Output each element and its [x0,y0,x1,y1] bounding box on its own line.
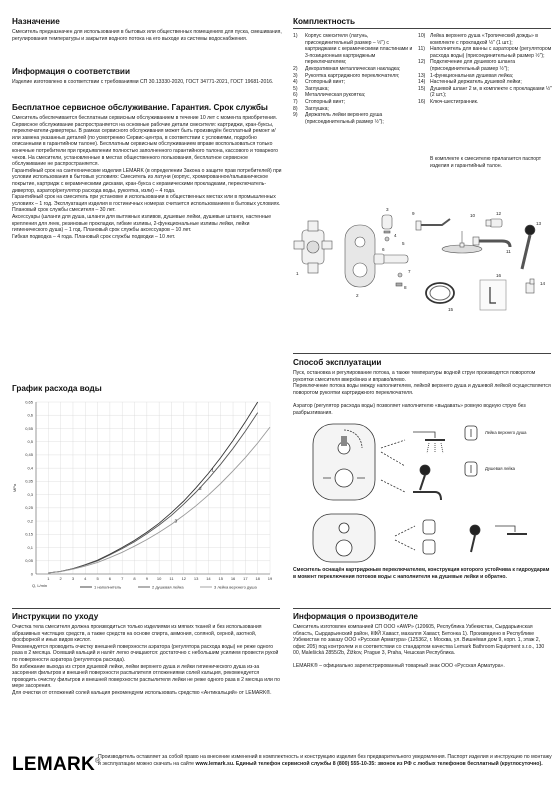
x-tick-label: 2 [59,576,62,581]
operation-paragraph: Пуск, остановка и регулирование потока, а также температуры водной струи производятся поворотом рукоятки смесителя вверх/вниз и вправо/влево. [293,370,536,383]
registered-mark-icon: ® [95,757,101,765]
footer-text-part2: . Единый телефон сервисной службы 8 (800) 555-10-35: звонок из РФ с любых телефонов бесплатный (круглосуточно). [233,761,543,767]
component-text: Держатель лейки верхнего душа (присоединительный размер ½"); [305,112,384,125]
y-tick-label: 0 [30,571,33,577]
part-number-label: 9 [412,211,415,216]
flow-chart [10,396,285,596]
component-text: Стопорный винт; [305,98,346,105]
part-number-label: 5 [402,241,405,246]
component-number: 10) [418,33,426,39]
footer-text-part1: Производитель оставляет за собой право на внесение изменений в комплектность и конструкцию изделия без предварительного уведомления. Паспорт изделия и инструкцию по монтажу и эксплуатации можно скачать на сайте [98,754,552,767]
component-text: Заглушка; [305,105,329,112]
component-number: 4) [293,79,298,86]
part-number-label: 15 [448,307,454,312]
operation-note: Смеситель оснащён картриджным переключателем, конструкция которого устойчива к гидроударам в момент переключения потоков воды с наполнителя на душевые лейки и обратно. [293,567,550,580]
decorative-plate-part [345,225,375,287]
conformity-section [12,67,282,86]
x-tick-label: 4 [84,576,87,581]
bath-spout-part [473,237,510,247]
hand-shower-label: Душевая лейка [485,466,516,471]
part-number-label: 12 [496,211,502,216]
flow-chart-section [12,384,282,394]
y-tick-label: 0,55 [25,425,33,431]
part-number-label: 2 [356,293,359,298]
hose-connector-part [486,219,502,227]
brand-logo [12,752,101,778]
mixer-panel-bottom [313,514,375,562]
component-item [293,66,415,73]
legend-label: 1 наполнитель [94,584,122,590]
bottom-mode-icons [423,520,527,554]
operation-title: Способ эксплуатации [293,358,382,367]
component-item [293,99,415,106]
y-tick-label: 0,4 [27,465,33,471]
series-number-label: 2 [199,485,202,491]
component-number: 11) [418,46,425,53]
component-text: Корпус смесителя (латунь, присоединительный размер – ½") с картриджами с керамическими пластинами и 3-позиционным картриджным переключателем; [305,33,413,66]
warranty-paragraph: Гарантийный срок на сантехнические изделия LEMARK (в определении Закона о защите прав потребителей) при условии использования в бытовых условиях: Смеситель из латуни (корпус, хромированное/гальваническое покрытие, картридж с керамическими дисками, кран-букса с керамическими прокладками, переключатель-дивертор, аэратор/регулятор расхода воды, рукоятка, изли) – 4 года. [12,167,282,194]
component-text: Подключение для душевого шланга (присоединительный размер ½"); [430,59,516,72]
shower-hose-part [426,283,454,303]
top-shower-mode-icon [465,426,477,440]
warranty-paragraph: Смеситель обеспечивается бесплатным сервисным обслуживанием в течение 10 лет с момента приобретения. Сервисное обслуживание распространяется на основные рабочие детали смесителя: картриджи, кран-буксы, переключатели-дивертеры. В рамках сервисного обслуживания может быть произведён бесплатный ремонт и/или замена указанных деталей (по усмотрению Сервис-центра, в соответствии с условиями, подробно описанными в гарантийном талоне). Бесплатным сервисным обслуживанием вправе воспользоваться только конечные потребители при предъявлении полностью заполненного гарантийного талона, кассового и товарного чеков. На смесители, установленные в местах общественного пользования, бесплатное сервисное обслуживание не распространяется. [12,115,278,168]
component-number: 14) [418,79,426,86]
legend-label: 2 душевая лейка [152,584,184,590]
part-number-label: 10 [470,213,476,218]
components-list-left [293,33,415,125]
part-number-label: 13 [536,221,542,226]
care-section [12,612,282,697]
lever-handle-part [374,254,408,286]
component-item [418,33,553,46]
part-number-label: 14 [540,281,546,286]
x-tick-label: 19 [267,576,273,581]
care-paragraph: Во избежание выхода из строя душевой лейки, лейки верхнего душа и лейки гигиенического душа из-за засорения фильтров и внешней поверхности распылителя отложениями солей кальция, рекомендуется проводить очистку фильтров и внешней поверхности распылителя лейки не реже одного раза в 2 месяца или по мере засорения. [12,663,280,690]
component-text: Заглушка; [305,85,329,92]
y-tick-label: 0,45 [25,452,33,458]
components-divider [293,28,551,29]
y-tick-label: 0,1 [27,544,33,550]
component-text: Душевой шланг 2 м, в комплекте с прокладками ½" (2 шт.); [430,85,552,99]
component-number: 5) [293,85,298,92]
series-line-1 [48,402,257,573]
warranty-paragraph: Гарантийный срок на смеситель при установке и использовании в общественных местах или в промышленных условиях – 1 год. Эксплуатация изделия в гостиничных номерах считается использованием в бытовых условиях. [12,194,281,207]
component-number: 8) [293,105,298,112]
x-tick-label: 5 [96,576,99,581]
purpose-text: Смеситель предназначен для использования в бытовых или общественных помещениях для пуска, смешивания, регулирования температуры и закрытия водного потока на его выходе из системы водоснабжения. [12,29,282,42]
care-paragraph: Для очистки от отложений солей кальция рекомендуем использовать средство «Антикальций» от LEMARK®. [12,689,272,696]
components-section [293,17,551,29]
switch-handle-part [382,215,392,241]
x-axis-label: Q, L/min [32,583,48,588]
component-item [418,59,553,72]
component-number: 6) [293,92,298,99]
component-text: Ключ-шестигранник. [430,98,479,105]
component-text: Рукоятка картриджного переключателя; [305,72,400,79]
operation-diagram [295,420,553,565]
y-tick-label: 0,65 [25,399,33,405]
flow-chart-title: График расхода воды [12,384,102,393]
care-paragraph: Очистка тела смесителя должна производиться только изделиями из мягких тканей и без использования абразивных чистящих средств, а также средств на основе спирта, аммония, соляной, серной, азотной, фосфорной и иных видов кислот. [12,624,262,644]
part-number-label: 7 [408,269,411,274]
component-number: 9) [293,112,298,119]
component-text: Наполнитель для ванны с аэратором (регулятором расхода воды) (присоединительный размер ½"); [430,46,552,59]
component-item [418,79,553,86]
part-number-label: 6 [382,247,385,252]
manufacturer-title: Информация о производителе [293,612,418,621]
component-number: 15) [418,85,426,92]
shower-arm-part [416,219,450,230]
part-number-label: 11 [506,249,511,254]
y-tick-label: 0,2 [27,518,33,524]
part-number-label: 16 [496,273,502,278]
component-text: Лейка верхнего душа «Тропический дождь» в комплекте с прокладкой ½" (1 шт.); [430,33,538,46]
footer-text [98,754,553,768]
part-number-label: 8 [404,285,407,290]
x-tick-label: 16 [230,576,236,581]
operation-section [293,358,551,417]
components-note: В комплекте к смесителю прилагается паспорт изделия и гарантийный талон. [430,156,542,169]
y-tick-label: 0,35 [25,478,33,484]
component-text: 1-функциональная душевая лейка; [430,72,514,79]
component-text: Декоративная металлическая накладка; [305,65,401,72]
x-tick-label: 8 [133,576,136,581]
component-number: 12) [418,59,426,66]
warranty-paragraph: Аксессуары (шланги для душа, шланги для вытяжных изливов, душевые лейки, душевые штанги, настенные крепления для леек, резиновые прокладки, гибкие изливы, 2-функциональные изливы лейки, лейки гигиенического душа) – 1 год. Плановый срок службы аксессуаров – 10 лет. [12,213,272,234]
component-item [418,86,553,99]
x-tick-label: 6 [108,576,112,581]
components-list-right [418,33,553,106]
y-tick-label: 0,15 [25,531,33,537]
x-tick-label: 18 [255,576,260,581]
y-tick-label: 0,25 [25,505,33,511]
x-tick-label: 15 [218,576,223,581]
series-number-label: 1 [211,467,214,473]
manufacturer-section [293,612,551,670]
x-tick-label: 10 [156,576,162,581]
component-number: 16) [418,98,426,105]
y-axis-label: MPa [12,483,17,493]
part-number-label: 4 [394,233,397,238]
logo-text: LEMARK [12,754,96,775]
manufacturer-trademark: LEMARK® – официально зарегистрированный товарный знак ООО «Русская Арматура». [293,662,505,669]
care-paragraph: Рекомендуется проводить очистку внешней поверхности аэратора (регулятора расхода воды) не реже одного раза в 2 месяца. Осевший кальций и налёт легко очищаются: достаточно с небольшим усилием провести рукой по поверхности аэратора (регулятора расхода). [12,643,279,663]
arrows-icon [381,440,405,492]
operation-divider [293,353,551,354]
warranty-title: Бесплатное сервисное обслуживание. Гарантия. Срок службы [12,103,268,112]
mixer-panel-top [313,424,375,500]
warranty-paragraph: Плановый срок службы смесителя – 30 лет. [12,207,116,214]
mixer-body-part [294,221,332,273]
x-tick-label: 7 [121,576,124,581]
x-tick-label: 13 [193,576,199,581]
component-text: Настенный держатель душевой лейки; [430,79,522,86]
y-tick-label: 0,6 [27,412,33,418]
component-number: 1) [293,33,298,39]
hand-shower-mode-icon [465,462,477,476]
component-item [293,92,415,99]
x-tick-label: 9 [145,576,148,581]
bath-spout-icon [413,492,441,500]
y-tick-label: 0,05 [25,558,33,564]
hand-shower-holder-part [526,279,534,293]
component-item [293,112,415,125]
hand-shower-part [522,225,535,269]
warranty-section [12,103,282,240]
operation-paragraph: Переключение потока воды между наполнителем, лейкой верхнего душа и душевой лейкой осуществляется поворотом рукоятки картриджного переключателя. [293,383,551,396]
component-number: 13) [418,72,426,79]
manufacturer-divider [293,608,551,609]
x-tick-label: 14 [206,576,211,581]
component-item [418,46,553,59]
footer-site-link[interactable]: www.lemark.su [195,761,234,767]
component-number: 2) [293,65,298,72]
component-number: 7) [293,98,298,105]
part-number-label: 3 [386,207,389,212]
purpose-title: Назначение [12,17,60,26]
parts-diagram [290,185,555,345]
components-title: Комплектность [293,17,356,26]
purpose-section [12,17,282,42]
component-item [293,86,415,93]
legend-label: 3 лейка верхнего душа [214,584,257,590]
component-text: Металлическая рукоятка; [305,92,366,99]
hex-key-part [480,280,506,310]
top-shower-icon [413,432,445,453]
x-tick-label: 12 [181,576,187,581]
x-tick-label: 17 [243,576,248,581]
component-number: 3) [293,72,298,79]
component-item [293,33,415,66]
component-item [293,79,415,86]
component-text: Стопорный винт; [305,79,346,86]
part-number-label: 1 [296,271,299,276]
x-tick-label: 11 [169,576,174,581]
component-item [418,99,553,106]
x-tick-label: 1 [47,576,50,581]
conformity-title: Информация о соответствии [12,67,130,76]
y-tick-label: 0,5 [27,438,33,444]
y-tick-label: 0,3 [27,491,33,497]
switch-arrows-icon [395,526,415,550]
care-divider [12,608,280,609]
operation-paragraph: Аэратор (регулятор расхода воды) позволяет наполнителю «выдавать» ровную водную струю без разбрызгивания. [293,403,526,416]
x-tick-label: 3 [71,576,75,581]
care-title: Инструкции по уходу [12,612,99,621]
hand-shower-icon [420,465,430,490]
conformity-text: Изделие изготовлено в соответствии с требованиями СП 30.13330-2020, ГОСТ 34771-2021, ГОСТ 19681-2016. [12,79,274,85]
series-number-label: 3 [174,518,178,524]
manufacturer-text: Смеситель изготовлен компанией СП ООО «AWP» (120605, Республика Узбекистан, Сырдарьинская область, Сырдарьинский район, КФЙ Хаваст, махалля Хаваст, Бетонка 1). Произведено в Республике Узбекистан по заказу ООО «Русская Арматура» (125362, г. Москва, ул. Вишнёвая дом 9, корп. 1, этаж 2, офис 205) под контролем и в соответствии со стандартом качества Lemark Bathroom Equipment s.r.o., 130 00, Malešická 2855/2b, Žižkov, Prague 3, Praha, Чешская Республика. [293,624,545,657]
top-shower-label: Лейка верхнего душа [485,430,527,435]
warranty-paragraph: Гибкая подводка – 4 года. Плановый срок службы подводки – 10 лет. [12,233,176,240]
series-line-2 [48,413,257,573]
